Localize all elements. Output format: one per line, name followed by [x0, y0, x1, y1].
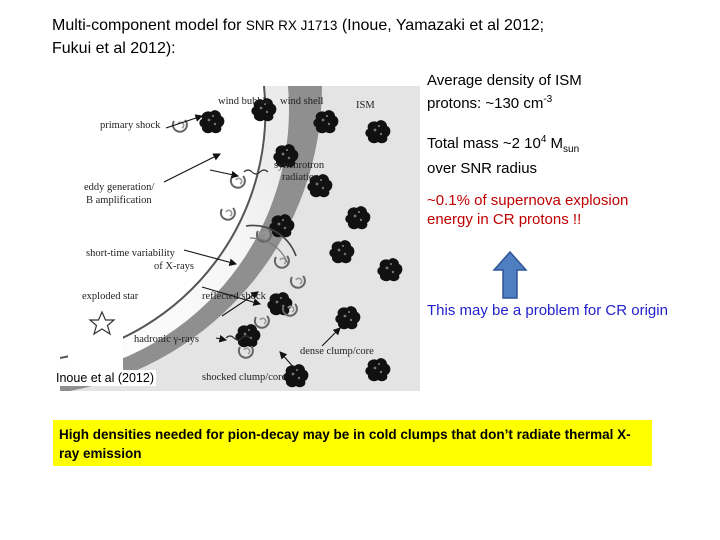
title-suffix: (Inoue, Yamazaki et al 2012;	[337, 17, 545, 34]
mass-exponent: 4	[540, 134, 547, 145]
note-average-density	[427, 71, 582, 113]
highlight-conclusion: High densities needed for pion-decay may be in cold clumps that don’t radiate thermal X-ray emission	[53, 420, 652, 466]
mass-unit: M	[546, 135, 564, 152]
slide-title	[52, 14, 692, 60]
mass-text: Total mass ~2 10	[427, 135, 541, 152]
figure-credit: Inoue et al (2012)	[56, 371, 154, 385]
note-total-mass	[427, 130, 579, 178]
label-variability-2: of X-rays	[154, 261, 194, 272]
label-hadronic: hadronic γ-rays	[134, 334, 199, 345]
note-energy-fraction: ~0.1% of supernova explosion energy in CR protons !!	[427, 192, 629, 228]
up-arrow-icon	[492, 250, 528, 300]
mass-unit-subscript: sun	[563, 144, 580, 155]
density-line2: protons: ~130 cm	[427, 95, 544, 112]
label-primary-shock: primary shock	[100, 120, 161, 131]
label-eddy-2: B amplification	[86, 195, 152, 206]
mass-line2: over SNR radius	[427, 160, 538, 177]
density-line1: Average density of ISM	[427, 72, 582, 89]
label-wind-shell: wind shell	[280, 96, 324, 107]
label-reflected-shock: reflected shock	[202, 291, 266, 302]
label-shocked-clump: shocked clump/core	[202, 372, 287, 383]
label-dense-clump: dense clump/core	[300, 346, 374, 357]
label-eddy-1: eddy generation/	[84, 182, 155, 193]
label-panel	[68, 86, 123, 386]
title-object: SNR RX J1713	[245, 18, 338, 33]
title-prefix: Multi-component model for	[52, 17, 246, 34]
note-problem: This may be a problem for CR origin	[427, 302, 668, 319]
density-exponent: -3	[543, 94, 553, 105]
label-exploded-star: exploded star	[82, 291, 139, 302]
label-ism: ISM	[356, 100, 375, 111]
label-variability-1: short-time variability	[86, 248, 175, 259]
label-wind-bubble: wind bubble	[218, 96, 271, 107]
title-line2: Fukui et al 2012):	[52, 40, 176, 57]
snr-model-diagram	[60, 86, 420, 391]
label-synchrotron-2: radiation	[282, 172, 320, 183]
label-synchrotron-1: synchrotron	[274, 160, 325, 171]
